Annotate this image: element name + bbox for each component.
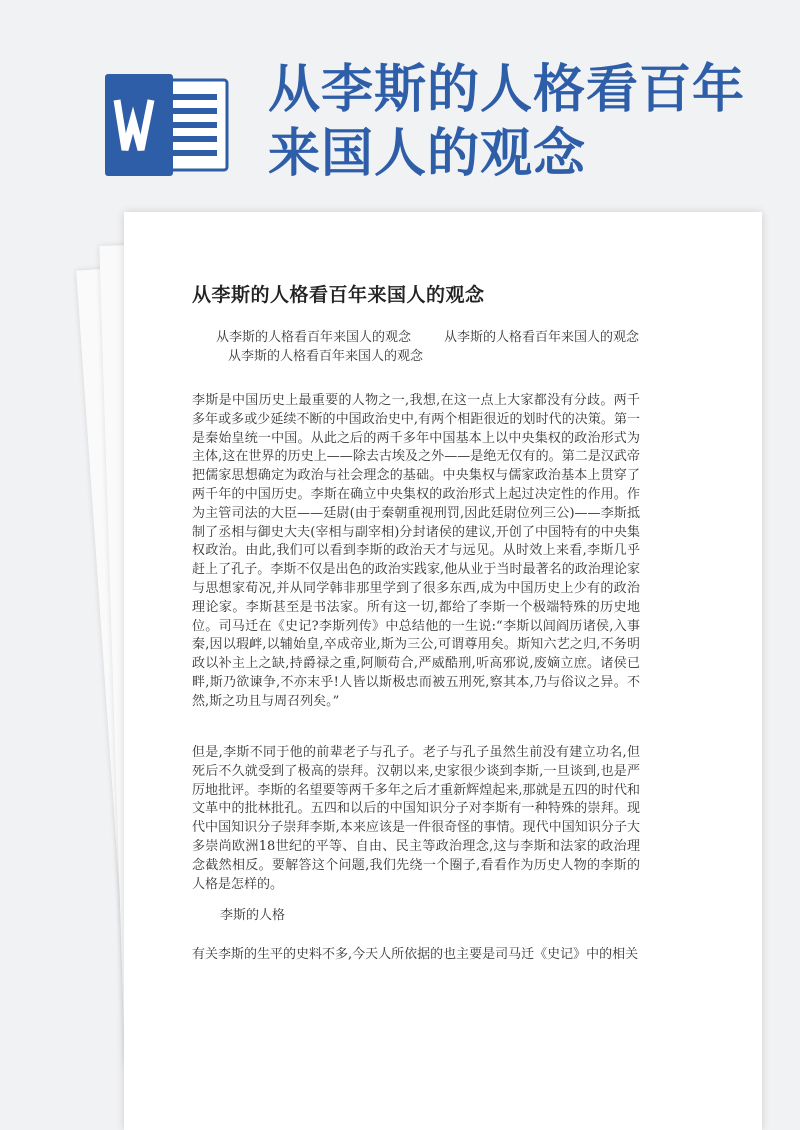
header-title: 从李斯的人格看百年来国人的观念 [268, 60, 746, 184]
body-paragraph-1: 李斯是中国历史上最重要的人物之一,我想,在这一点上大家都没有分歧。两千多年或多或少延续不断的中国政治史中,有两个相距很近的划时代的决策。第一是秦始皇统一中国。从此之后的两千多年中国基本上以中央集权的政治形式为主体,这在世界的历史上——除去古埃及之外——是绝无仅有的。第二是汉武帝把儒家思想确定为政治与社会理念的基础。中央集权与儒家政治基本上贯穿了两千年的中国历史。李斯在确立中央集权的政治形式上起过决定性的作用。作为主管司法的大臣——廷尉(由于秦朝重视刑罚,因此廷尉位列三公)——李斯抵制了丞相与御史大夫(宰相与副宰相)分封诸侯的建议,开创了中国特有的中央集权政治。由此,我们可以看到李斯的政治天才与远见。从时效上来看,李斯几乎赶上了孔子。李斯不仅是出色的政治实践家,他从业于当时最著名的政治理论家与思想家荀况,并从同学韩非那里学到了很多东西,成为中国历史上少有的政治理论家。李斯甚至是书法家。所有这一切,都给了李斯一个极端特殊的历史地位。司马迁在《史记?李斯列传》中总结他的一生说:“李斯以闾阎历诸侯,入事秦,因以瑕衅,以辅始皇,卒成帝业,斯为三公,可谓尊用矣。斯知六艺之归,不务明政以补主上之缺,持爵禄之重,阿顺苟合,严威酷刑,听高邪说,废嫡立庶。诸侯已畔,斯乃欲谏争,不亦末乎!人皆以斯极忠而被五刑死,察其本,乃与俗议之异。不然,斯之功且与周召列矣。” [192, 393, 640, 709]
subtitle-line: 从李斯的人格看百年来国人的观念 [216, 330, 412, 345]
body-paragraph-3: 有关李斯的生平的史料不多,今天人所依据的也主要是司马迁《史记》中的相关 [192, 947, 639, 962]
word-document-icon [95, 70, 235, 180]
body-paragraph-2: 但是,李斯不同于他的前辈老子与孔子。老子与孔子虽然生前没有建立功名,但死后不久就受到了极高的崇拜。汉朝以来,史家很少谈到李斯,一旦谈到,也是严厉地批评。李斯的名望要等两千多年之后才重新辉煌起来,那就是五四的时代和文革中的批林批孔。五四和以后的中国知识分子对李斯有一种特殊的崇拜。现代中国知识分子崇拜李斯,本来应该是一件很奇怪的事情。现代中国知识分子大多崇尚欧洲18世纪的平等、自由、民主等政治理念,这与李斯和法家的政治理念截然相反。要解答这个问题,我们先绕一个圈子,看看作为历史人物的李斯的人格是怎样的。 [192, 745, 640, 892]
subtitle-line: 从李斯的人格看百年来国人的观念 [228, 349, 424, 364]
document-title: 从李斯的人格看百年来国人的观念 [192, 284, 485, 306]
subtitle-line: 从李斯的人格看百年来国人的观念 [444, 330, 640, 345]
document-page [124, 212, 762, 1130]
section-heading: 李斯的人格 [220, 908, 286, 923]
